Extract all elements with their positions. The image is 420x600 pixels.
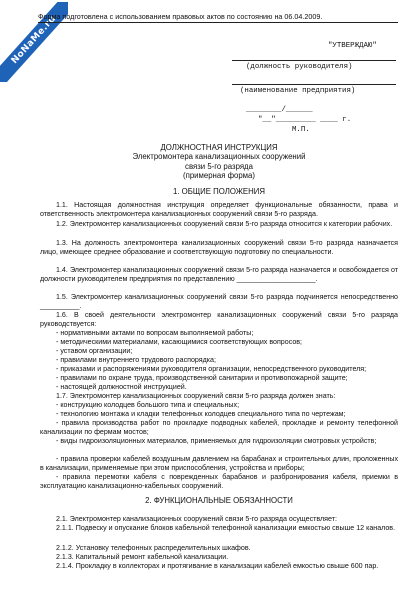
position-line (232, 60, 396, 61)
para-2-1-2: 2.1.2. Установку телефонных распределительных шкафов. (56, 544, 251, 552)
para-2-1-1: 2.1.1. Подвеску и опускание блоков кабельной телефонной канализации емкостью свыше 12 каналов. (56, 524, 396, 532)
section1-title: 1. ОБЩИЕ ПОЛОЖЕНИЯ (173, 187, 265, 196)
list-item: - настоящей должностной инструкцией. (56, 383, 187, 391)
para-1-1: 1.1. Настоящая должностная инструкция определяет функциональные обязанности, права и ответственность электромонтера канализационных сооружений связи 5-го разряда. (40, 201, 398, 218)
para-1-7: 1.7. Электромонтер канализационных сооружений связи 5-го разряда должен знать: (56, 392, 336, 400)
knowledge-item: - правила перемотки кабеля с поврежденных барабанов и разбронирования кабеля, приемки в эксплуатацию канализационно-кабельных сооружений. (40, 473, 398, 490)
para-1-4: 1.4. Электромонтер канализационных сооружений связи 5-го разряда назначается и освобождается от должности руководителем предприятия по представлению ____________________. (40, 266, 398, 283)
position-label: (должность руководителя) (246, 63, 353, 71)
header-divider (38, 22, 398, 23)
doc-subtitle: Электромонтера канализационных сооружений (132, 152, 306, 162)
knowledge-item: - виды гидроизоляционных материалов, применяемых для гидроизоляции смотровых устройств; (56, 437, 377, 445)
knowledge-item: - правила проверки кабелей воздушным давлением на барабанах и строительных длин, проложенных в канализации, применяемые при этом приспособления, устройства и приборы; (40, 455, 398, 472)
org-label: (наименование предприятия) (240, 87, 356, 95)
doc-title-block (40, 143, 398, 181)
approval-title: "УТВЕРЖДАЮ" (328, 42, 377, 50)
date-line: "__"_________ ____ г. (258, 116, 352, 124)
signature-line: ________/______ (246, 106, 313, 114)
list-item: - правилами внутреннего трудового распорядка; (56, 356, 216, 364)
list-item: - уставом организации; (56, 347, 133, 355)
para-1-2: 1.2. Электромонтер канализационных сооружений связи 5-го разряда относится к категории рабочих. (56, 220, 393, 228)
para-2-1-3: 2.1.3. Капитальный ремонт кабельной канализации. (56, 553, 229, 561)
para-2-1: 2.1. Электромонтер канализационных сооружений связи 5-го разряда осуществляет: (56, 515, 337, 523)
knowledge-item: - правила производства работ по прокладке подводных кабелей, прокладке и ремонту телефонной канализации по фермам мостов; (40, 419, 398, 436)
knowledge-item: - технологию монтажа и кладки телефонных колодцев специального типа по чертежам; (56, 410, 346, 418)
seal-label: М.П. (292, 126, 310, 134)
list-item: - методическими материалами, касающимися соответствующих вопросов; (56, 338, 303, 346)
doc-subtitle-grade: связи 5-го разряда (185, 161, 253, 171)
watermark-text: NoNaMe.ru (9, 13, 59, 67)
para-2-1-4: 2.1.4. Прокладку в коллекторах и протягивание в канализации кабелей емкостью свыше 600 пар. (56, 562, 379, 570)
org-line (232, 84, 396, 85)
doc-form-note: (примерная форма) (183, 171, 255, 181)
para-1-3: 1.3. На должность электромонтера канализационных сооружений связи 5-го разряда назначается лицо, имеющее среднее образование и соответствующую подготовку по специальности. (40, 239, 398, 256)
header-note: Форма подготовлена с использованием правовых актов по состоянию на 06.04.2009. (38, 12, 323, 21)
section2-title: 2. ФУНКЦИОНАЛЬНЫЕ ОБЯЗАННОСТИ (145, 496, 293, 505)
list-item: - правилами по охране труда, производственной санитарии и противопожарной защите; (56, 374, 348, 382)
para-1-6: 1.6. В своей деятельности электромонтер канализационных сооружений связи 5-го разряда руководствуется: (40, 311, 398, 328)
list-item: - приказами и распоряжениями руководителя организации, непосредственного руководителя; (56, 365, 367, 373)
knowledge-item: - конструкцию колодцев большого типа и специальных; (56, 401, 240, 409)
doc-title: ДОЛЖНОСТНАЯ ИНСТРУКЦИЯ (160, 143, 278, 152)
list-item: - нормативными актами по вопросам выполняемой работы; (56, 329, 254, 337)
para-1-5: 1.5. Электромонтер канализационных сооружений связи 5-го разряда подчиняется непосредственно __________. (40, 293, 398, 310)
